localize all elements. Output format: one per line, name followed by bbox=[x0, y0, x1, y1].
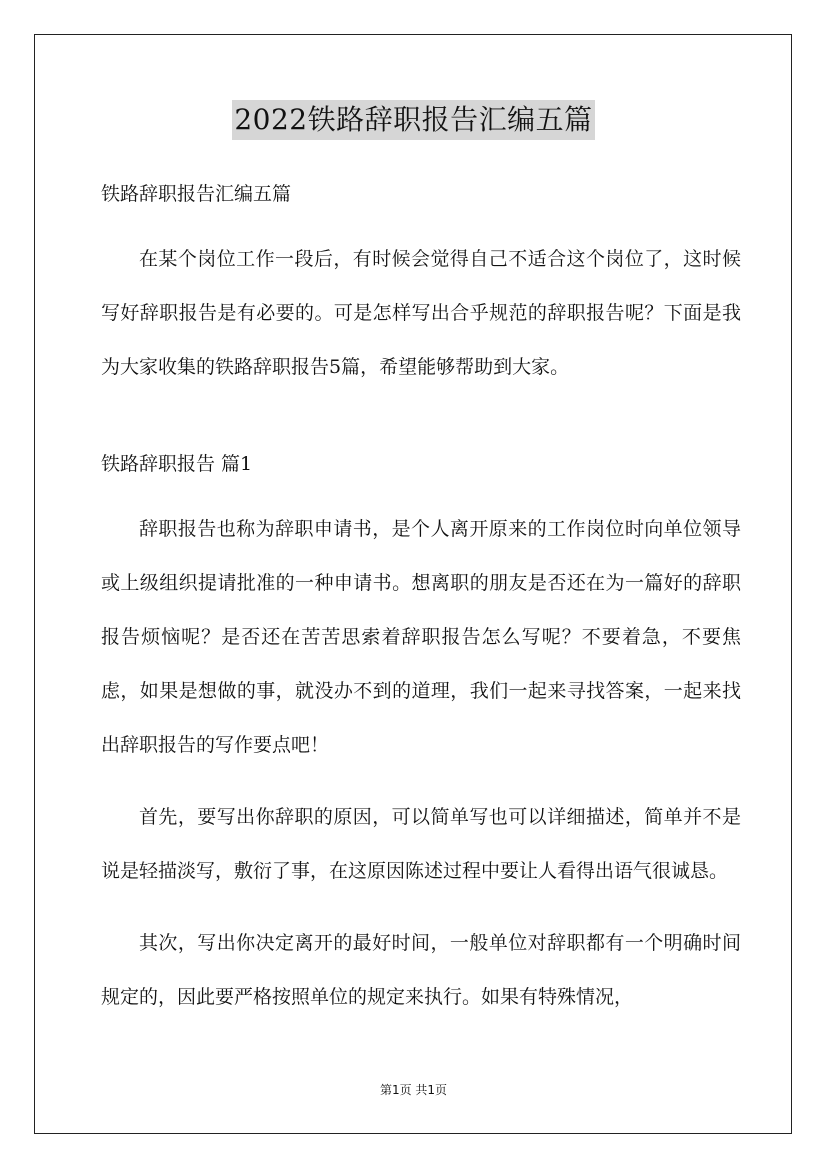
body-paragraph: 辞职报告也称为辞职申请书，是个人离开原来的工作岗位时向单位领导或上级组织提请批准的一种申请书。想离职的朋友是否还在为一篇好的辞职报告烦恼呢？是否还在苦苦思索着辞职报告怎么写呢？不要着急，不要焦虑，如果是想做的事，就没办不到的道理，我们一起来寻找答案，一起来找出辞职报告的写作要点吧！ bbox=[101, 518, 741, 756]
intro-paragraph: 在某个岗位工作一段后，有时候会觉得自己不适合这个岗位了，这时候写好辞职报告是有必要的。可是怎样写出合乎规范的辞职报告呢？下面是我为大家收集的铁路辞职报告5篇，希望能够帮助到大家。 bbox=[101, 248, 741, 378]
document-title: 2022铁路辞职报告汇编五篇 bbox=[232, 100, 594, 140]
body-paragraph: 其次，写出你决定离开的最好时间，一般单位对辞职都有一个明确时间规定的，因此要严格按照单位的规定来执行。如果有特殊情况， bbox=[101, 932, 741, 1008]
page-footer: 第1页 共1页 bbox=[379, 1083, 448, 1097]
body-paragraph: 首先，要写出你辞职的原因，可以简单写也可以详细描述，简单并不是说是轻描淡写，敷衍了事，在这原因陈述过程中要让人看得出语气很诚恳。 bbox=[101, 806, 741, 882]
title-container bbox=[0, 100, 827, 140]
section-gap bbox=[101, 412, 741, 446]
section-heading: 铁路辞职报告 篇1 bbox=[101, 453, 253, 475]
document-body bbox=[101, 176, 741, 1042]
document-subtitle: 铁路辞职报告汇编五篇 bbox=[101, 183, 292, 205]
